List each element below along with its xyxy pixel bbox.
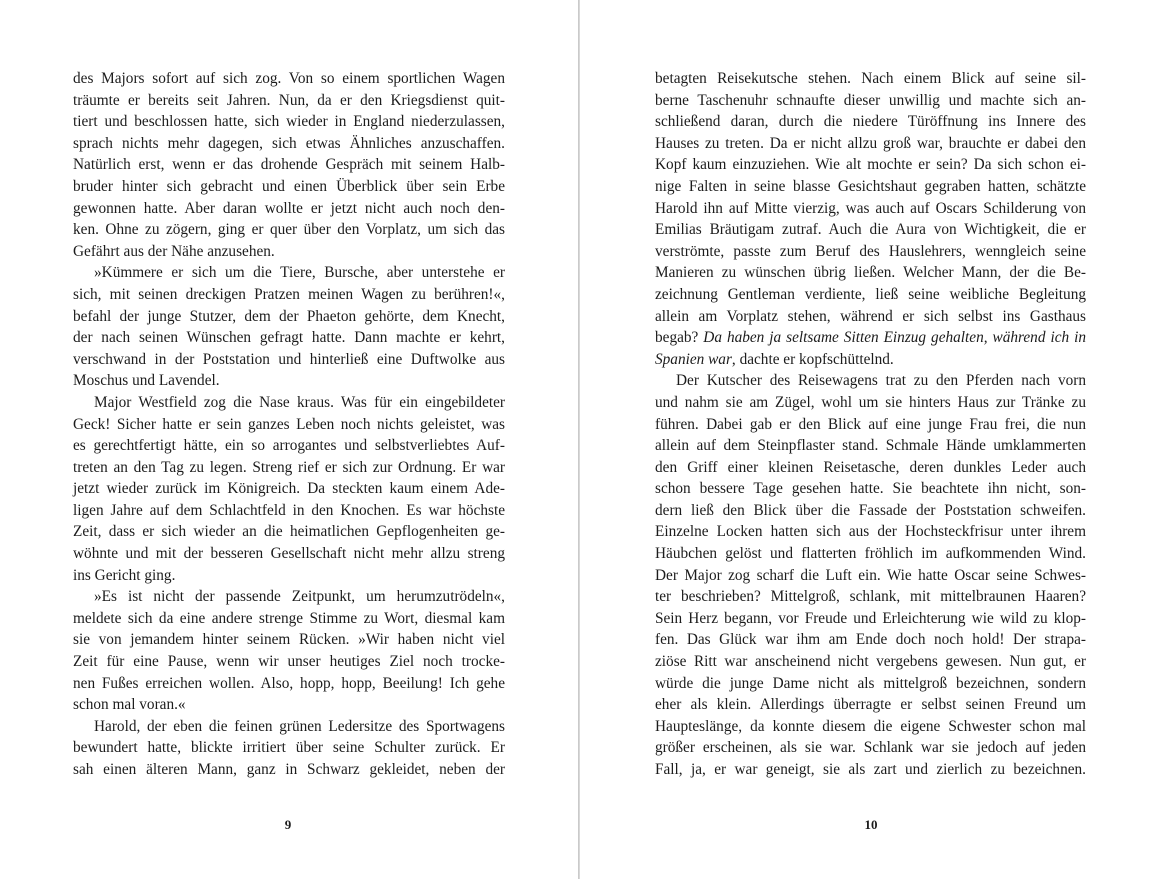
text-line: ter beschrieben? Mittelgroß, schlank, mit mittelbraunen Haaren? <box>655 588 1086 606</box>
text-line: ins Gericht ging. <box>73 566 176 584</box>
page-number-left: 9 <box>284 817 292 832</box>
text-line: sich, mit seinen dreckigen Pratzen meinen Wagen zu berühren!«, <box>73 285 505 303</box>
text-line: Zeit für eine Pause, wenn wir unser heutiges Ziel noch trocke- <box>73 653 505 671</box>
text-line: »Kümmere er sich um die Tiere, Bursche, aber unterstehe er <box>94 264 505 282</box>
text-line: Spanien war, dachte er kopfschüttelnd. <box>655 350 894 368</box>
text-line: des Majors sofort auf sich zog. Von so einem sportlichen Wagen <box>73 70 505 87</box>
text-line: schon mal voran.« <box>73 696 186 714</box>
text-line: ligen Jahre auf dem Schlachtfeld in den Knochen. Es war höchste <box>73 501 505 519</box>
text-line: sprach nichts mehr dagegen, sich etwas Ähnliches anzuschaffen. <box>73 134 505 152</box>
text-line: nige Falten in seine blasse Gesichtshaut gegraben hatten, schätzte <box>655 177 1086 195</box>
text-line: es gerechtfertigt hätte, ein so arrogantes und selbstverliebtes Auf- <box>73 437 505 455</box>
text-line: größer erscheinen, als sie war. Schlank war sie jedoch auf jeden <box>655 739 1086 757</box>
text-line: schon bessere Tage gesehen hatte. Sie beachtete ihn nicht, son- <box>655 480 1086 498</box>
text-line: schließend daran, durch die niedere Türöffnung ins Innere des <box>655 113 1086 131</box>
text-line: eher als klein. Allerdings überragte er selbst seinen Freund um <box>655 696 1086 714</box>
text-line: verschwand in der Poststation und hinterließ eine Duftwolke aus <box>73 350 505 368</box>
text-line: betagten Reisekutsche stehen. Nach einem Blick auf seine sil- <box>655 70 1086 87</box>
text-line: Moschus und Lavendel. <box>73 372 220 390</box>
text-line: Geck! Sicher hatte er sein ganzes Leben noch nichts geleistet, was <box>73 415 505 433</box>
text-line: Manieren zu wünschen übrig ließen. Welcher Mann, der die Be- <box>655 264 1086 282</box>
italic-text: Da haben ja seltsame Sitten Einzug gehalten, während ich in <box>703 329 1086 347</box>
right-page-text <box>655 68 1086 781</box>
text-line: führen. Dabei gab er den Blick auf eine junge Frau frei, die nun <box>655 415 1086 433</box>
text-line: Kopf kaum einzuziehen. Wie alt mochte er sein? Da sich schon ei- <box>655 156 1086 174</box>
text-line: Gefährt aus der Nähe anzusehen. <box>73 242 275 260</box>
text-line: Zeit, dass er sich wieder an die heimatlichen Gepflogenheiten ge- <box>73 523 505 541</box>
left-page <box>0 0 578 879</box>
text-line: Der Major zog scharf die Luft ein. Wie hatte Oscar seine Schwes- <box>655 566 1086 584</box>
text-line: berne Taschenuhr schnaufte dieser unwillig und machte sich an- <box>655 91 1086 109</box>
text-line: allein auf dem Steinpflaster stand. Schmale Hände umklammerten <box>655 437 1086 455</box>
text-line: bruder hinter sich gebracht und einen Überblick über sein Erbe <box>73 177 505 195</box>
text-line: nen Fußes erreichen wollen. Also, hopp, hopp, Beeilung! Ich gehe <box>73 674 505 692</box>
text-line: Natürlich erst, wenn er das drohende Gespräch mit seinem Halb- <box>73 156 505 174</box>
text-line: sie von jemandem hinter seinem Rücken. »Wir haben nicht viel <box>73 631 505 649</box>
text-line: der nach seinen Wünschen gefragt hatte. Dann machte er kehrt, <box>73 329 505 347</box>
text-line: und nahm sie am Zügel, wohl um sie hinters Haus zur Tränke zu <box>655 393 1086 411</box>
text-line: wöhnte und mit der besseren Gesellschaft nicht mehr allzu streng <box>73 545 505 563</box>
text-line: begab? Da haben ja seltsame Sitten Einzug gehalten, während ich in <box>655 329 1086 347</box>
text-line: träumte er bereits seit Jahren. Nun, da er den Kriegsdienst quit- <box>73 91 505 109</box>
text-line: gewonnen hatte. Aber daran wollte er jetzt nicht auch noch den- <box>73 199 505 217</box>
text-line: würde die junge Dame nicht als mittelgroß bezeichnen, sondern <box>655 674 1086 692</box>
text-line: Hauses zu treten. Da er nicht allzu groß war, brauchte er dabei den <box>655 134 1086 152</box>
text-line: Häubchen gelöst und flatterten fröhlich im aufkommenden Wind. <box>655 545 1086 563</box>
text-line: Haupteslänge, da konnte diesem die eigene Schwester schon mal <box>655 717 1086 735</box>
text-line: zeichnung Gentleman verdiente, ließ seine weibliche Begleitung <box>655 285 1086 303</box>
text-line: verströmte, passte zum Beruf des Hauslehrers, wenngleich seine <box>655 242 1086 260</box>
text-line: fen. Das Glück war ihm am Ende doch noch hold! Der strapa- <box>655 631 1086 649</box>
text-line: jetzt wieder zurück im Königreich. Da steckten kaum einem Ade- <box>73 480 505 498</box>
text-line: Harold ihn auf Mitte vierzig, was auch auf Oscars Schilderung von <box>655 199 1086 217</box>
text-line: bewundert hatte, blickte irritiert über seine Schulter zurück. Er <box>73 739 505 757</box>
text-line: Harold, der eben die feinen grünen Ledersitze des Sportwagens <box>94 717 505 735</box>
text-line: tiert und beschlossen hatte, sich wieder in England niederzulassen, <box>73 113 505 131</box>
text-line: »Es ist nicht der passende Zeitpunkt, um herumzutrödeln«, <box>94 588 505 606</box>
text-line: befahl der junge Stutzer, dem der Phaeton gehörte, dem Knecht, <box>73 307 505 325</box>
text-line: meldete sich da eine andere strenge Stimme zu Wort, diesmal kam <box>73 609 505 627</box>
text-line: Einzelne Locken hatten sich aus der Hochsteckfrisur unter ihrem <box>655 523 1086 541</box>
text-line: dern ließ den Blick über die Fassade der Poststation schweifen. <box>655 501 1086 519</box>
text-line: ken. Ohne zu zögern, ging er quer über den Vorplatz, um sich das <box>73 221 505 239</box>
text-line: Major Westfield zog die Nase kraus. Was für ein eingebildeter <box>94 393 505 411</box>
text-line: den Griff einer kleinen Reisetasche, deren dunkles Leder auch <box>655 458 1086 476</box>
text-line: Fall, ja, er war geneigt, sie als zart und zierlich zu bezeichnen. <box>655 761 1086 778</box>
text-line: allein am Vorplatz stehen, während er sich selbst ins Gasthaus <box>655 307 1086 325</box>
page-number-right: 10 <box>864 817 878 832</box>
text-line: ziöse Ritt war anscheinend nicht vergebens gewesen. Nun gut, er <box>655 653 1086 671</box>
text-line: Emilias Bräutigam zutraf. Auch die Aura von Wichtigkeit, die er <box>655 221 1086 239</box>
text-line: treten an den Tag zu legen. Streng rief er sich zur Ordnung. Er war <box>73 458 505 476</box>
text-line: sah einen älteren Mann, ganz in Schwarz gekleidet, neben der <box>73 761 505 778</box>
right-page <box>580 0 1157 879</box>
text-line: Sein Herz begann, vor Freude und Erleichterung wie wild zu klop- <box>655 609 1086 627</box>
italic-text: Spanien war <box>655 350 732 368</box>
text-line: Der Kutscher des Reisewagens trat zu den Pferden nach vorn <box>676 372 1086 390</box>
left-page-text <box>73 68 505 781</box>
